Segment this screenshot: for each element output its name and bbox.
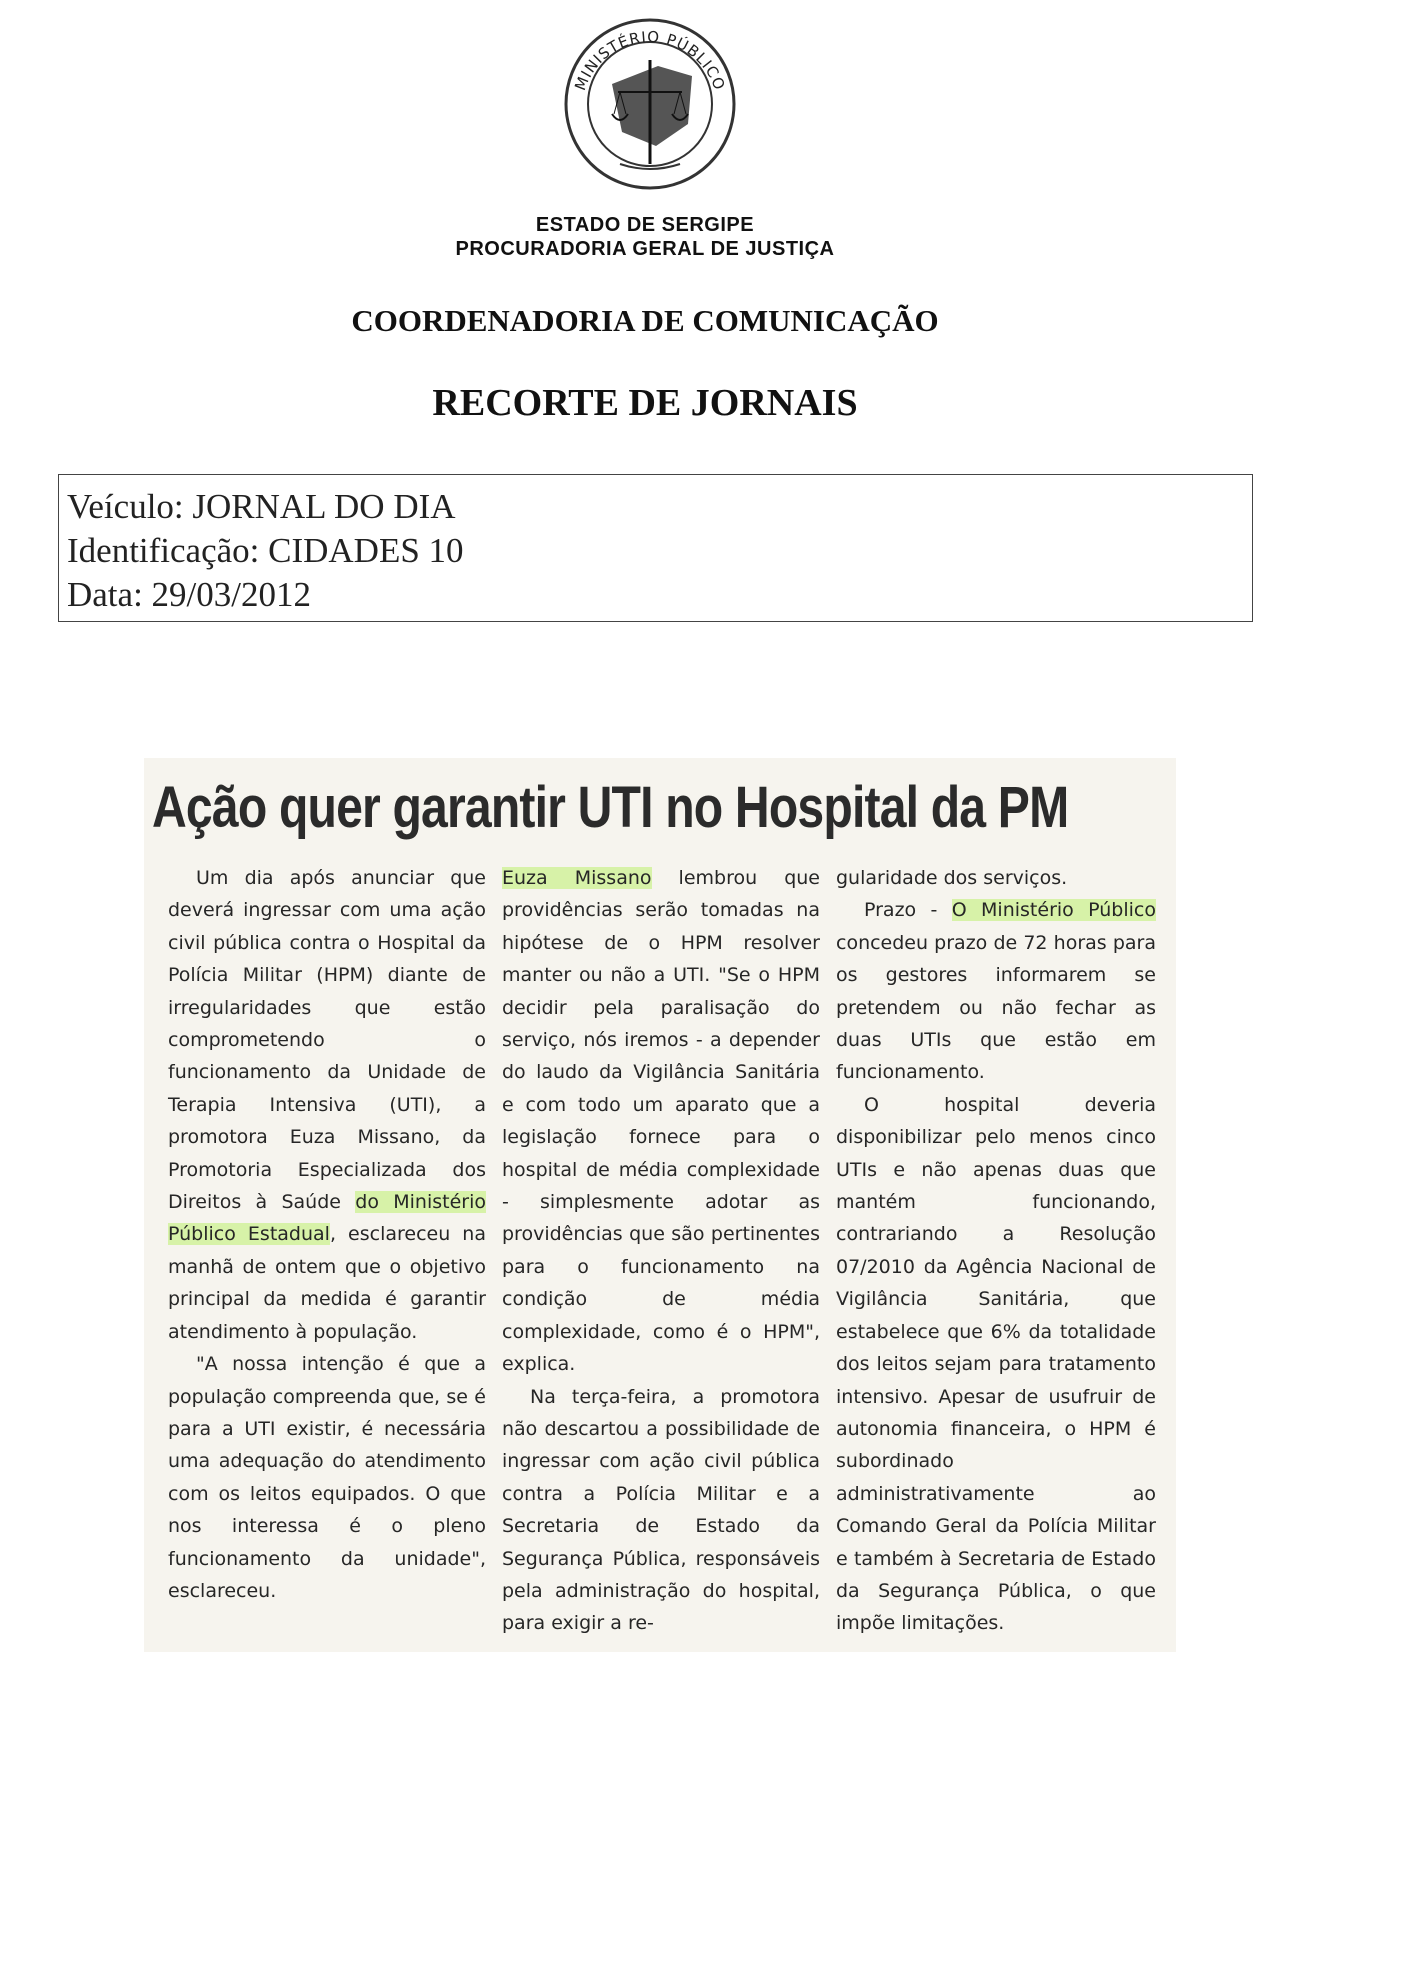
text-run: , esclareceu na manhã de ontem que o objetivo principal da medida é garantir atendimento à população. [168, 1223, 486, 1343]
article-paragraph: Na terça-feira, a promotora não descartou a possibilidade de ingressar com ação civil pública contra a Polícia Militar e a Secretaria de Estado da Segurança Pública, responsáveis pela administração do hospital, para exigir a re- [502, 1385, 820, 1635]
state-name: ESTADO DE SERGIPE [535, 214, 755, 236]
highlighted-text: O Ministério Público [951, 899, 1156, 922]
text-run: Um dia após anunciar que deverá ingressar com uma ação civil pública contra o Hospital da Polícia Militar (HPM) diante de irregularidades que estão comprometendo o funcionamento da Unidade de Terapia Intensiva (UTI), a promotora Euza Missano, da Promotoria Especializada dos Direitos à Saúde [168, 867, 486, 1214]
highlighted-text: Euza Missano [502, 867, 652, 889]
svg-text:MINISTÉRIO PÚBLICO: MINISTÉRIO PÚBLICO [571, 27, 729, 93]
article-paragraph: gularidade dos serviços. [836, 867, 1068, 889]
vehicle-line: Veículo: JORNAL DO DIA [67, 487, 456, 526]
office-name: PROCURADORIA GERAL DE JUSTIÇA [455, 238, 835, 260]
article-paragraph: "A nossa intenção é que a população compreenda que, se é para a UTI existir, é necessária uma adequação do atendimento com os leitos equipados. O que nos interessa é o pleno funcionamento da unidade", esclareceu. [168, 1353, 486, 1602]
clipping-info-box [58, 474, 1253, 622]
article-paragraph [502, 862, 820, 1381]
ministerio-publico-seal [560, 14, 740, 194]
article-column-1 [168, 862, 486, 1607]
identification-line: Identificação: CIDADES 10 [67, 531, 464, 570]
highlighted-text: do Ministério Público Estadual [168, 1191, 486, 1246]
date-line: Data: 29/03/2012 [67, 575, 311, 614]
article-column-2 [502, 862, 820, 1640]
department-title: COORDENADORIA DE COMUNICAÇÃO [351, 303, 939, 338]
section-title: RECORTE DE JORNAIS [432, 382, 858, 424]
text-run: concedeu prazo de 72 horas para os gestores informarem se pretendem ou não fechar as duas UTIs que estão em funcionamento. [836, 931, 1156, 1084]
text-run: lembrou que providências serão tomadas na hipótese de o HPM resolver manter ou não a UTI. "Se o HPM decidir pela paralisação do serviço, nós iremos - a depender do laudo da Vigilância Sanitária e com todo um aparato que a legislação fornece para o hospital de média complexidade - simplesmente adotar as providências que são pertinentes para o funcionamento na condição de média complexidade, como é o HPM", explica. [502, 867, 820, 1376]
article-paragraph [168, 862, 486, 1348]
article-headline: Ação quer garantir UTI no Hospital da PM [152, 775, 1069, 840]
article-column-3 [836, 862, 1156, 1640]
subheading-prazo: Prazo - [864, 899, 952, 922]
newspaper-clipping [144, 758, 1176, 1652]
article-paragraph: O hospital deveria disponibilizar pelo menos cinco UTIs e não apenas duas que mantém funcionando, contrariando a Resolução 07/2010 da Agência Nacional de Vigilância Sanitária, que estabelece que 6% da totalidade dos leitos sejam para tratamento intensivo. Apesar de usufruir de autonomia financeira, o HPM é subordinado administrativamente ao Comando Geral da Polícia Militar e também à Secretaria de Estado da Segurança Pública, o que impõe limitações. [836, 1093, 1156, 1635]
article-paragraph [836, 894, 1156, 1088]
